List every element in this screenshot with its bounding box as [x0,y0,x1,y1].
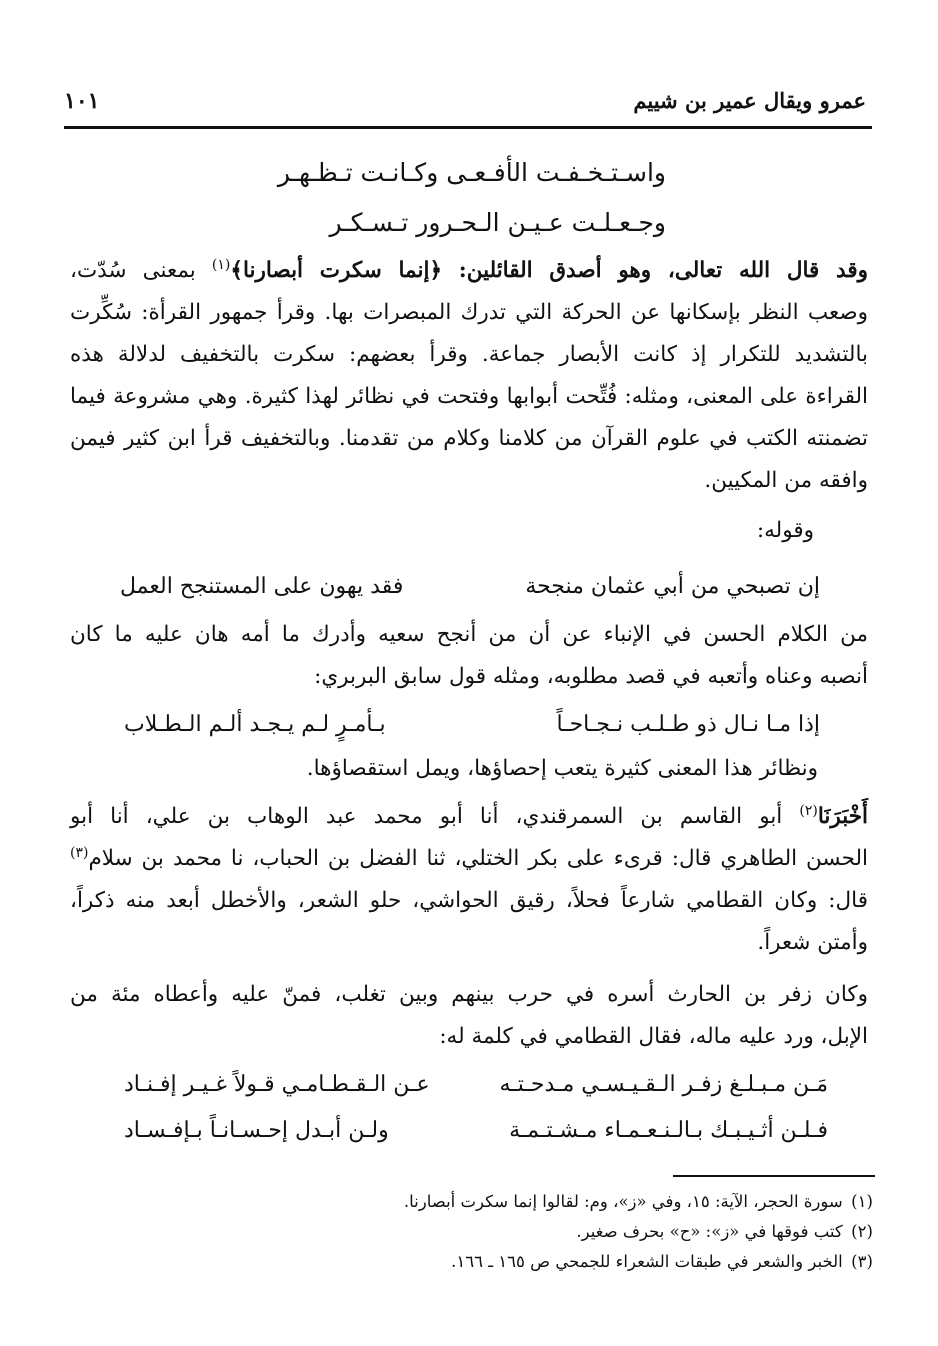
paragraph-line: بالتشديد للتكرار إذ كانت الأبصار جماعة. وقرأ بعضهم: سكرت بالتخفيف لدلالة هذه [70,342,868,367]
poem-hemistich-left: عـن الـقـطـامـي قـولاً غـيـر إفـنـاد [124,1072,430,1097]
quran-quote: وقد قال الله تعالى، وهو أصدق القائلين: ﴿إنما سكرت أبصارنا﴾ [230,258,869,283]
paragraph-text: أبو القاسم بن السمرقندي، أنا أبو محمد عبد الوهاب بن علي، أنا أبو [70,804,783,829]
running-header-title: عمرو ويقال عمير بن شييم [633,88,866,113]
paragraph-line [70,258,868,283]
paragraph-text: الحسن الطاهري قال: قرىء على بكر الختلي، ثنا الفضل بن الحباب، نا محمد بن سلام [88,846,868,871]
poem-hemistich-right: مَـن مـبـلـغ زفـر الـقـيـسـي مـدحـتـه [499,1072,828,1097]
paragraph-line: القراءة على المعنى، ومثله: فُتِّحت أبوابها وفتحت في نظائر لهذا كثيرة. وهي مشروعة فيما [70,384,868,409]
poem-hemistich-left: بـأمـرٍ لـم يـجـد ألـم الـطـلاب [124,712,386,737]
poem-line: واسـتـخـفـت الأفـعـى وكـانـت تـظـهـر [277,158,666,187]
paragraph-line [70,846,868,871]
qawluhu-label: وقوله: [756,518,814,543]
poem-hemistich-right: فـلـن أثـيـبـك بـالـنـعـمـاء مـشـتـمـة [509,1118,828,1143]
footnote-number: (٣) [851,1252,873,1271]
footnote-number: (٢) [851,1222,873,1241]
footnote-number: (١) [851,1192,873,1211]
poem-hemistich-right: إذا مـا نـال ذو طـلـب نـجـاحـاً [556,712,820,737]
poem-hemistich-right: إن تصبحي من أبي عثمان منجحة [525,574,820,599]
footnote [404,1192,876,1211]
footnote-ref: (١) [211,256,231,273]
footnote-text: سورة الحجر، الآية: ١٥، وفي «ز»، وم: لقالوا إنما سكرت أبصارنا. [403,1192,843,1211]
footnote [576,1222,876,1241]
paragraph-line: وأمتن شعراً. [757,930,868,955]
header-rule [64,126,872,129]
poem-hemistich-left: ولـن أبـدل إحـسـانـاً بـإفـسـاد [124,1118,389,1143]
paragraph-line: الإبل، ورد عليه ماله، فقال القطامي في كلمة له: [439,1024,868,1049]
paragraph-line: تضمنته الكتب في علوم القرآن من كلامنا وكلام من تقدمنا. وبالتخفيف قرأ ابن كثير فيمن [70,426,868,451]
poem-hemistich-left: فقد يهون على المستنجح العمل [120,574,404,599]
paragraph-line: أنصبه وعناه وأتعبه في قصد مطلوبه، ومثله قول سابق البربري: [314,664,868,689]
paragraph-line: قال: وكان القطامي شارعاً فحلاً، رقيق الحواشي، حلو الشعر، والأخطل أبعد منه ذكراً، [70,888,868,913]
footnote-ref: (٢) [799,802,818,819]
footnote-ref: (٣) [70,844,89,861]
page-number: ١٠١ [64,88,100,114]
akhbarana-word: أَخْبَرَنَا [817,804,868,829]
paragraph-line: وكان زفر بن الحارث أسره في حرب بينهم وبين تغلب، فمنّ عليه وأعطاه مئة من [70,982,868,1007]
paragraph-line: وصعب النظر بإسكانها عن الحركة التي تدرك المبصرات بها. وقرأ جمهور القرأة: سُكِّرت [70,300,868,325]
poem-line: وجـعـلـت عـيـن الـحـرور تـسـكـر [329,208,666,237]
paragraph-line: وافقه من المكيين. [704,468,868,493]
paragraph-text: بمعنى سُدّت، [70,258,196,283]
paragraph-line: ونظائر هذا المعنى كثيرة يتعب إحصاؤها، ويمل استقصاؤها. [306,756,818,781]
paragraph-line: من الكلام الحسن في الإنباء عن أن من أنجح سعيه وأدرك ما أمه هان عليه ما كان [70,622,868,647]
footnote-rule [673,1175,875,1177]
paragraph-line [70,804,868,829]
footnote-text: الخبر والشعر في طبقات الشعراء للجمحي ص ١٦٥ ـ ١٦٦. [451,1252,843,1271]
footnote [451,1252,876,1271]
footnote-text: كتب فوقها في «ز»: «ح» بحرف صغير. [576,1222,843,1241]
